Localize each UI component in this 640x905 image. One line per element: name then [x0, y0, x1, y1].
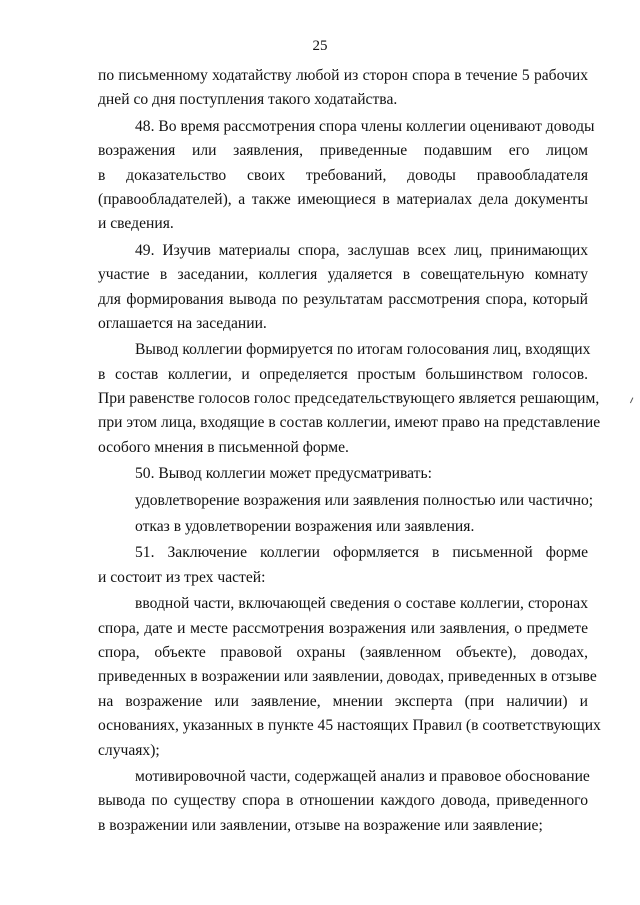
- paragraph: [98, 338, 601, 460]
- text-line: 48. Во время рассмотрения спора члены коллегии оценивают доводы: [135, 117, 595, 135]
- page-number: 25: [312, 38, 328, 54]
- paragraph: [98, 239, 588, 337]
- text-line: Вывод коллегии формируется по итогам голосования лиц, входящих: [135, 341, 591, 359]
- text-line: 50. Вывод коллегии может предусматривать:: [135, 465, 432, 483]
- text-line: дней со дня поступления такого ходатайства.: [98, 91, 398, 109]
- text-line: приведенных в возражении или заявлении, доводах, приведенных в отзыве: [98, 668, 597, 686]
- text-line: случаях);: [98, 741, 160, 759]
- text-line: 51. Заключение коллегии оформляется в письменной форме: [135, 544, 588, 562]
- text-line: оглашается на заседании.: [98, 314, 267, 332]
- text-line: возражения или заявления, приведенные подавшим его лицом: [98, 142, 588, 160]
- text-line: по письменному ходатайству любой из сторон спора в течение 5 рабочих: [98, 67, 588, 84]
- paragraph: [98, 592, 601, 763]
- text-line: на возражение или заявление, мнении эксперта (при наличии) и: [98, 692, 588, 710]
- text-line: вводной части, включающей сведения о составе коллегии, сторонах: [135, 595, 588, 613]
- paragraph: [98, 115, 595, 237]
- text-line: При равенстве голосов голос председательствующего является решающим,: [98, 390, 600, 408]
- margin-mark: [630, 397, 636, 404]
- text-line: мотивировочной части, содержащей анализ и правовое обоснование: [135, 767, 590, 785]
- paragraph: [98, 64, 588, 113]
- text-line: особого мнения в письменной форме.: [98, 438, 349, 456]
- text-line: и сведения.: [98, 215, 174, 233]
- text-line: (правообладателей), а также имеющиеся в материалах дела документы: [98, 190, 588, 208]
- text-line: для формирования вывода по результатам рассмотрения спора, который: [98, 290, 588, 308]
- paragraph: [98, 515, 588, 539]
- paragraph: [98, 462, 588, 486]
- text-line: 49. Изучив материалы спора, заслушав всех лиц, принимающих: [135, 241, 588, 259]
- text-line: вывода по существу спора в отношении каждого довода, приведенного: [98, 792, 588, 810]
- text-line: удовлетворение возражения или заявления полностью или частично;: [135, 491, 594, 509]
- text-line: основаниях, указанных в пункте 45 настоящих Правил (в соответствующих: [98, 717, 601, 735]
- text-line: при этом лица, входящие в состав коллегии, имеют право на представление: [98, 414, 601, 432]
- paragraph: [98, 489, 594, 513]
- paragraph: [98, 765, 588, 838]
- text-line: в состав коллегии, и определяется простым большинством голосов.: [98, 365, 588, 383]
- paragraph: [98, 541, 588, 590]
- text-line: участие в заседании, коллегия удаляется в совещательную комнату: [98, 266, 588, 284]
- text-line: отказ в удовлетворении возражения или заявления.: [135, 518, 475, 536]
- text-line: и состоит из трех частей:: [98, 568, 266, 586]
- text-line: спора, дате и месте рассмотрения возражения или заявления, о предмете: [98, 619, 588, 637]
- document-body: [98, 64, 601, 838]
- text-line: в возражении или заявлении, отзыве на возражение или заявление;: [98, 816, 543, 834]
- text-line: спора, объекте правовой охраны (заявленном объекте), доводах,: [98, 643, 588, 661]
- text-line: в доказательство своих требований, доводы правообладателя: [98, 166, 588, 184]
